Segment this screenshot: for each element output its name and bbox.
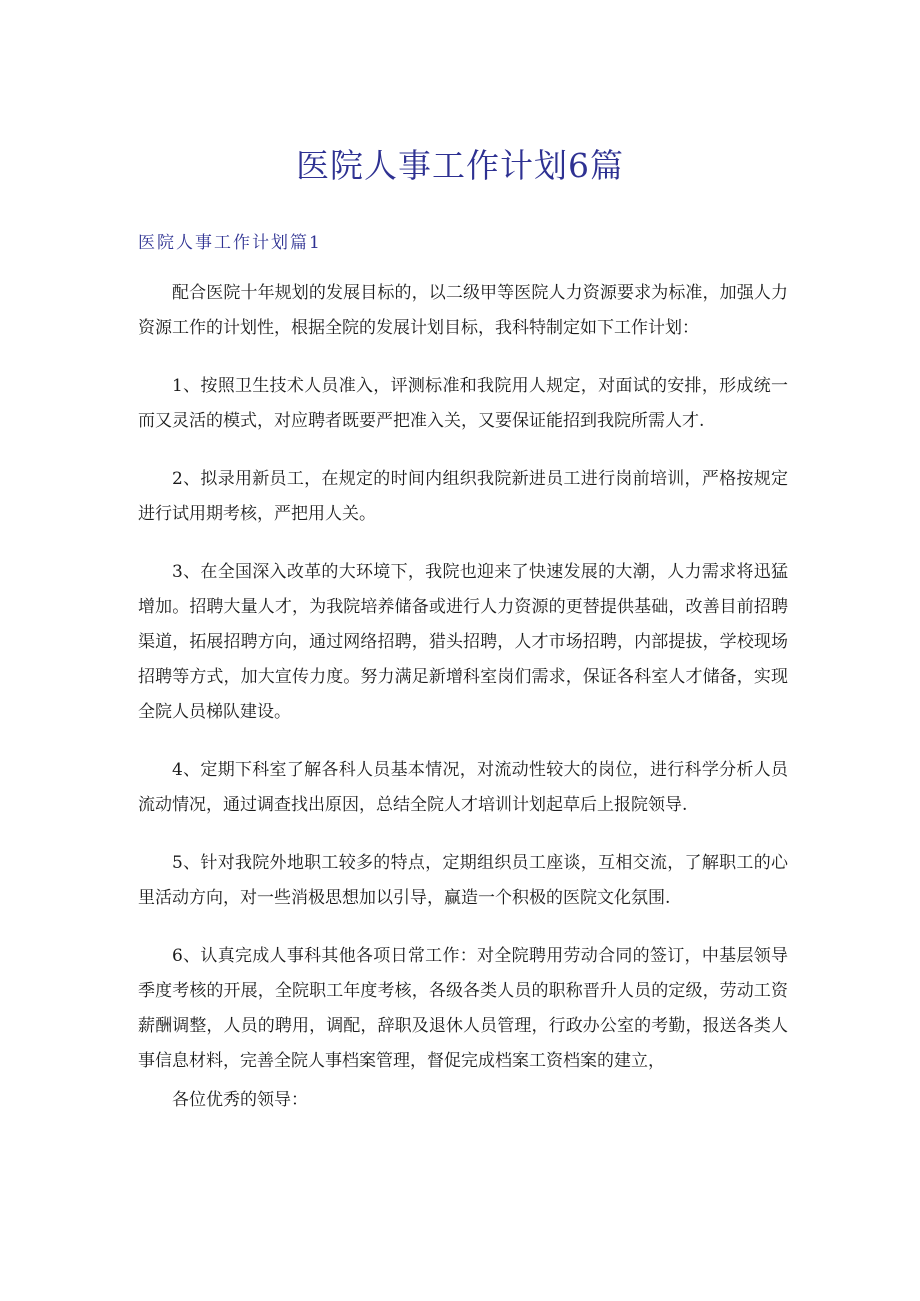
paragraph-item-6: 6、认真完成人事科其他各项日常工作：对全院聘用劳动合同的签订，中基层领导季度考核的开展，全院职工年度考核，各级各类人员的职称晋升人员的定级，劳动工资薪酬调整，人员的聘用，调配，辞职及退休人员管理，行政办公室的考勤，报送各类人事信息材料，完善全院人事档案管理，督促完成档案工资档案的建立，	[138, 946, 788, 1071]
paragraph-greeting: 各位优秀的领导：	[172, 1090, 308, 1110]
paragraph-item-4: 4、定期下科室了解各科人员基本情况，对流动性较大的岗位，进行科学分析人员流动情况，通过调查找出原因，总结全院人才培训计划起草后上报院领导.	[138, 760, 788, 815]
paragraph-intro: 配合医院十年规划的发展目标的，以二级甲等医院人力资源要求为标准，加强人力资源工作的计划性，根据全院的发展计划目标，我科特制定如下工作计划：	[138, 283, 788, 338]
document-title: 医院人事工作计划6篇	[296, 146, 624, 185]
paragraph-item-1: 1、按照卫生技术人员准入，评测标准和我院用人规定，对面试的安排，形成统一而又灵活的模式，对应聘者既要严把准入关，又要保证能招到我院所需人才.	[138, 376, 788, 431]
paragraph-item-3: 3、在全国深入改革的大环境下，我院也迎来了快速发展的大潮，人力需求将迅猛增加。招聘大量人才，为我院培养储备或进行人力资源的更替提供基础，改善目前招聘渠道，拓展招聘方向，通过网络招聘，猎头招聘，人才市场招聘，内部提拔，学校现场招聘等方式，加大宣传力度。努力满足新增科室岗们需求，保证各科室人才储备，实现全院人员梯队建设。	[138, 562, 788, 722]
paragraph-item-5: 5、针对我院外地职工较多的特点，定期组织员工座谈，互相交流，了解职工的心里活动方向，对一些消极思想加以引导，赢造一个积极的医院文化氛围.	[138, 853, 788, 908]
section-heading: 医院人事工作计划篇1	[138, 233, 322, 253]
document-body	[138, 276, 788, 1141]
paragraph-item-2: 2、拟录用新员工，在规定的时间内组织我院新进员工进行岗前培训，严格按规定进行试用期考核，严把用人关。	[138, 469, 788, 524]
